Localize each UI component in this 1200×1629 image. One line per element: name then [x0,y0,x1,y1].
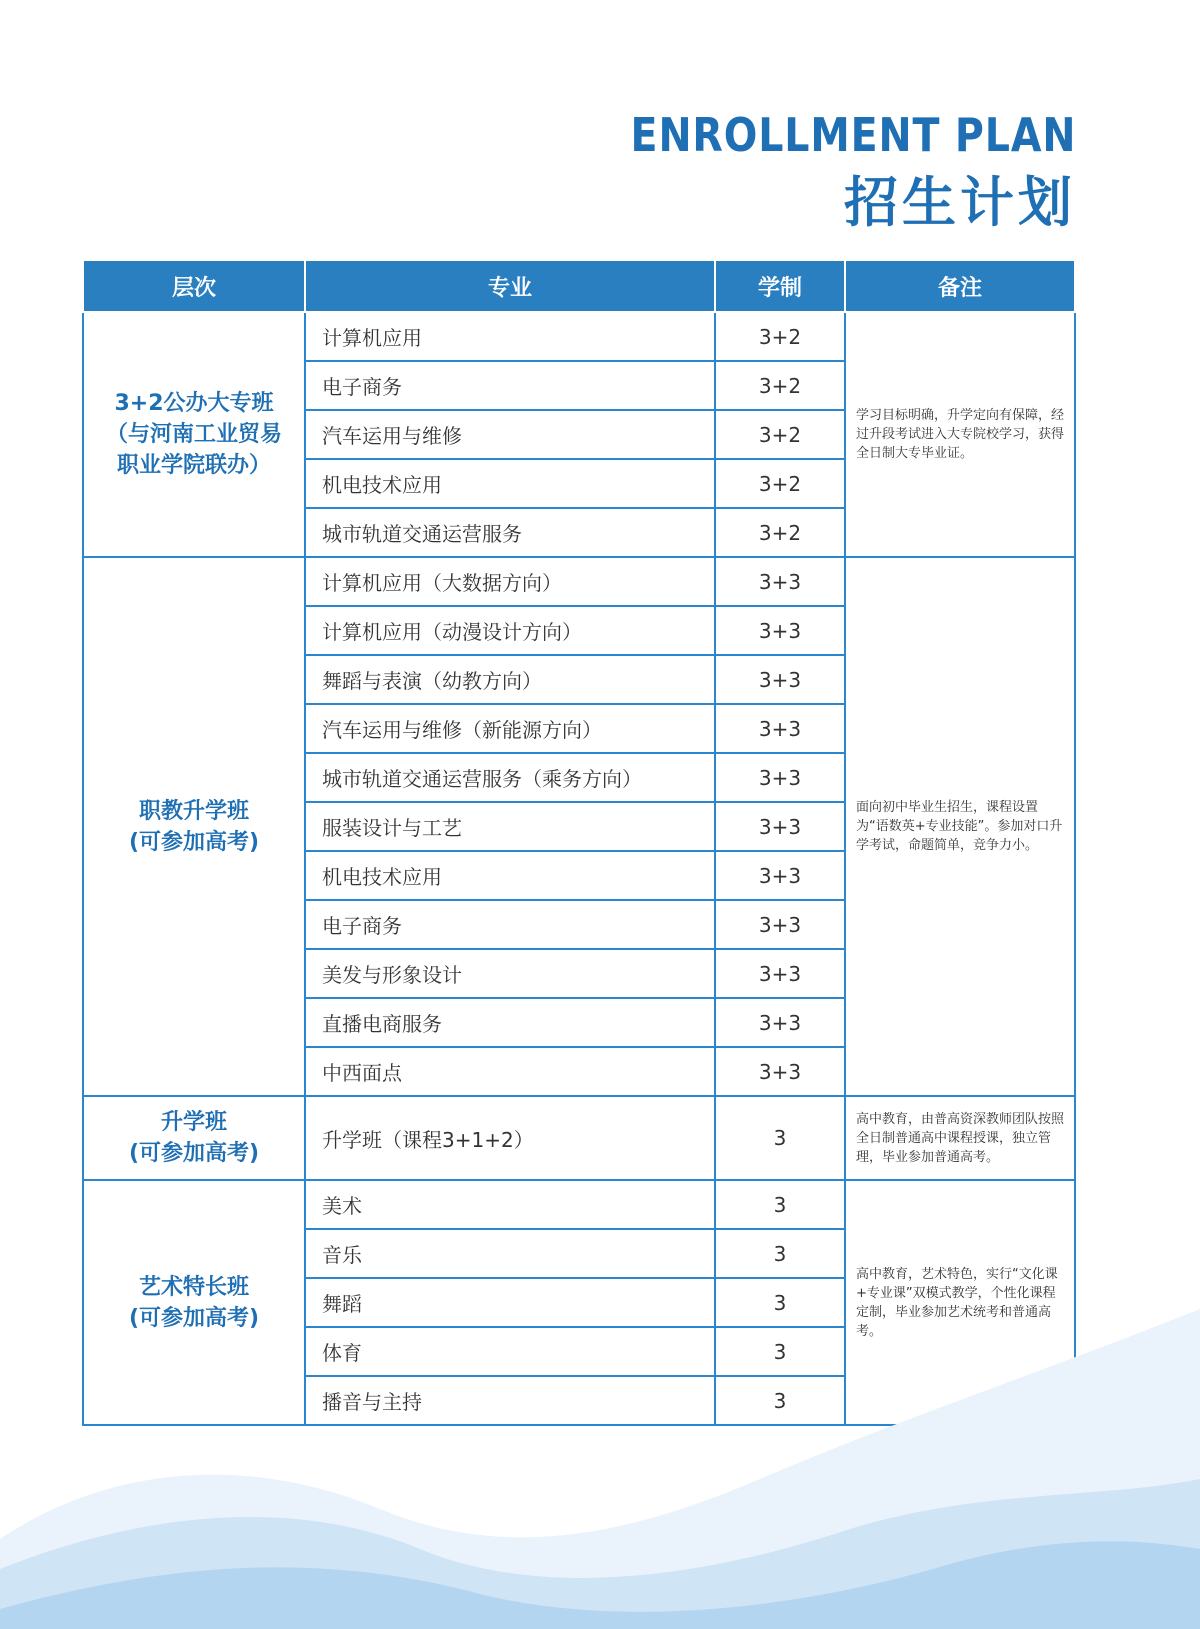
level-line: 艺术特长班 [138,1274,249,1300]
level-line: 3+2公办大专班 [114,391,274,416]
level-line: (可参加高考) [128,829,260,855]
major-cell: 舞蹈与表演（幼教方向） [305,655,715,704]
duration-cell: 3+2 [715,312,845,361]
major-cell: 汽车运用与维修（新能源方向） [305,704,715,753]
duration-cell: 3+3 [715,851,845,900]
major-cell: 电子商务 [305,361,715,410]
level-line: (可参加高考) [128,1141,260,1166]
major-cell: 城市轨道交通运营服务（乘务方向） [305,753,715,802]
major-cell: 城市轨道交通运营服务 [305,508,715,557]
duration-cell: 3+3 [715,753,845,802]
remark-cell: 面向初中毕业生招生，课程设置为“语数英+专业技能”。参加对口升学考试，命题简单，竞争力小。 [845,557,1075,1096]
duration-cell: 3+2 [715,508,845,557]
major-cell: 美发与形象设计 [305,949,715,998]
duration-cell: 3+3 [715,949,845,998]
duration-cell: 3+3 [715,802,845,851]
level-line: 职教升学班 [138,798,249,824]
duration-cell: 3+3 [715,998,845,1047]
major-cell: 机电技术应用 [305,851,715,900]
remark-cell: 高中教育，由普高资深教师团队按照全日制普通高中课程授课，独立管理，毕业参加普通高考。 [845,1096,1075,1180]
title-chinese: 招生计划 [844,171,1076,234]
major-cell: 计算机应用 [305,312,715,361]
duration-cell: 3+3 [715,900,845,949]
major-cell: 中西面点 [305,1047,715,1096]
duration-cell: 3 [715,1327,845,1376]
header-remark: 备注 [845,260,1075,312]
major-cell: 直播电商服务 [305,998,715,1047]
major-cell: 计算机应用（动漫设计方向） [305,606,715,655]
major-cell: 升学班（课程3+1+2） [305,1096,715,1180]
header-duration: 学制 [715,260,845,312]
remark-cell: 学习目标明确，升学定向有保障，经过升段考试进入大专院校学习，获得全日制大专毕业证。 [845,312,1075,557]
duration-cell: 3 [715,1180,845,1229]
major-cell: 机电技术应用 [305,459,715,508]
major-cell: 音乐 [305,1229,715,1278]
header-level: 层次 [83,260,305,312]
table-row [83,312,1075,361]
level-line: 升学班 [160,1110,227,1135]
duration-cell: 3 [715,1096,845,1180]
duration-cell: 3+2 [715,410,845,459]
duration-cell: 3+2 [715,361,845,410]
duration-cell: 3+3 [715,1047,845,1096]
level-line: （与河南工业贸易 [105,422,282,447]
table-row [83,1096,1075,1180]
decorative-waves [0,1309,1200,1629]
table-row [83,1180,1075,1229]
duration-cell: 3+3 [715,704,845,753]
duration-cell: 3+3 [715,557,845,606]
title-english: ENROLLMENT PLAN [630,108,1076,162]
level-cell [83,557,305,1096]
major-cell: 计算机应用（大数据方向） [305,557,715,606]
duration-cell: 3 [715,1229,845,1278]
major-cell: 服装设计与工艺 [305,802,715,851]
level-line: 职业学院联办） [116,453,271,478]
header-major: 专业 [305,260,715,312]
duration-cell: 3+2 [715,459,845,508]
major-cell: 舞蹈 [305,1278,715,1327]
duration-cell: 3 [715,1278,845,1327]
enrollment-table [82,259,1076,1426]
major-cell: 体育 [305,1327,715,1376]
level-cell [83,312,305,557]
major-cell: 美术 [305,1180,715,1229]
table-header-row [83,260,1075,312]
major-cell: 电子商务 [305,900,715,949]
remark-cell: 高中教育，艺术特色，实行“文化课+专业课”双模式教学，个性化课程定制，毕业参加艺术统考和普通高考。 [845,1180,1075,1425]
level-cell [83,1096,305,1180]
major-cell: 汽车运用与维修 [305,410,715,459]
duration-cell: 3+3 [715,655,845,704]
duration-cell: 3+3 [715,606,845,655]
major-cell: 播音与主持 [305,1376,715,1425]
duration-cell: 3 [715,1376,845,1425]
table-row [83,557,1075,606]
level-line: (可参加高考) [128,1305,260,1331]
